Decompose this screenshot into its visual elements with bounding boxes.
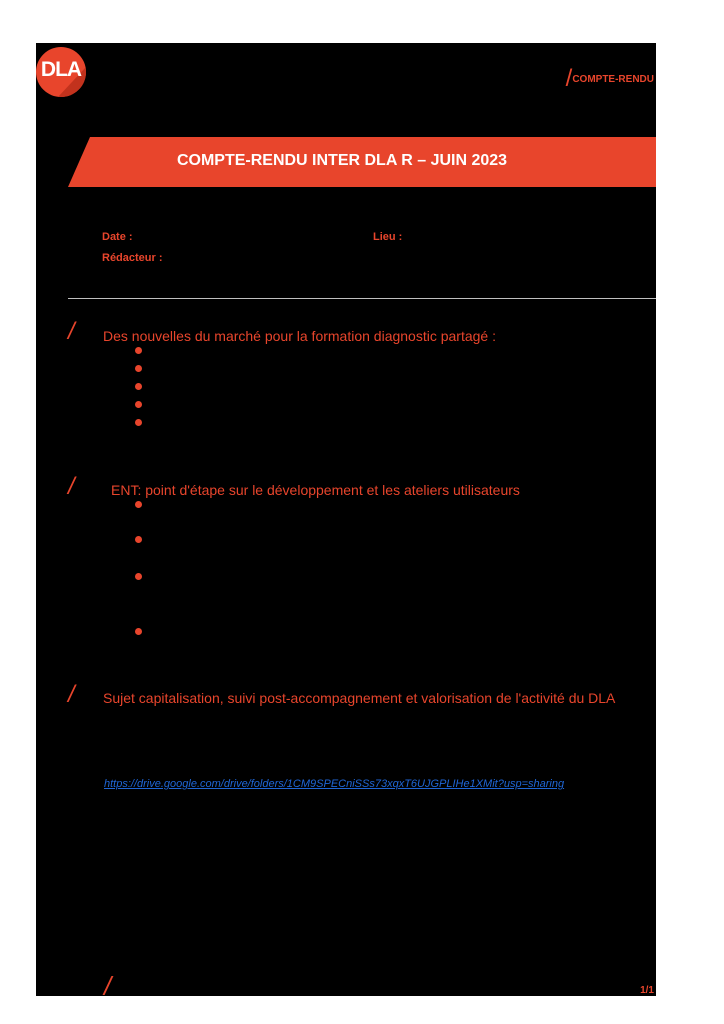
header-slash: / — [565, 65, 573, 92]
document-page — [36, 43, 656, 996]
section-2-slash: / — [68, 473, 75, 500]
section-1-bullet — [135, 401, 142, 408]
section-3-title: Sujet capitalisation, suivi post-accompagnement et valorisation de l'activité du DLA — [103, 690, 616, 706]
header-label-group — [565, 61, 654, 92]
section-2-bullet — [135, 628, 142, 635]
section-1-bullet — [135, 347, 142, 354]
section-1-slash: / — [68, 318, 75, 345]
footer-slash: / — [104, 971, 112, 996]
section-3-slash: / — [68, 681, 75, 708]
lieu-label: Lieu : — [373, 231, 403, 243]
section-2-bullet — [135, 536, 142, 543]
section-2-title: ENT: point d'étape sur le développement et les ateliers utilisateurs — [111, 482, 520, 498]
section-2-bullet — [135, 501, 142, 508]
divider — [68, 298, 656, 299]
date-label: Date : — [102, 231, 133, 243]
redacteur-label: Rédacteur : — [102, 252, 163, 264]
dla-logo — [36, 47, 86, 97]
section-1-bullet — [135, 383, 142, 390]
section-1-bullet — [135, 419, 142, 426]
logo-text: DLA — [40, 58, 82, 81]
drive-link[interactable]: https://drive.google.com/drive/folders/1CM9SPECniSSs73xqxT6UJGPLIHe1XMit?usp=sharing — [104, 778, 565, 790]
section-1-title: Des nouvelles du marché pour la formation diagnostic partagé : — [103, 328, 496, 344]
document-title: COMPTE-RENDU INTER DLA R – JUIN 2023 — [176, 152, 508, 169]
page-number: 1/1 — [640, 985, 654, 996]
section-1-bullet — [135, 365, 142, 372]
header-label: COMPTE-RENDU — [572, 74, 654, 85]
section-2-bullet — [135, 573, 142, 580]
